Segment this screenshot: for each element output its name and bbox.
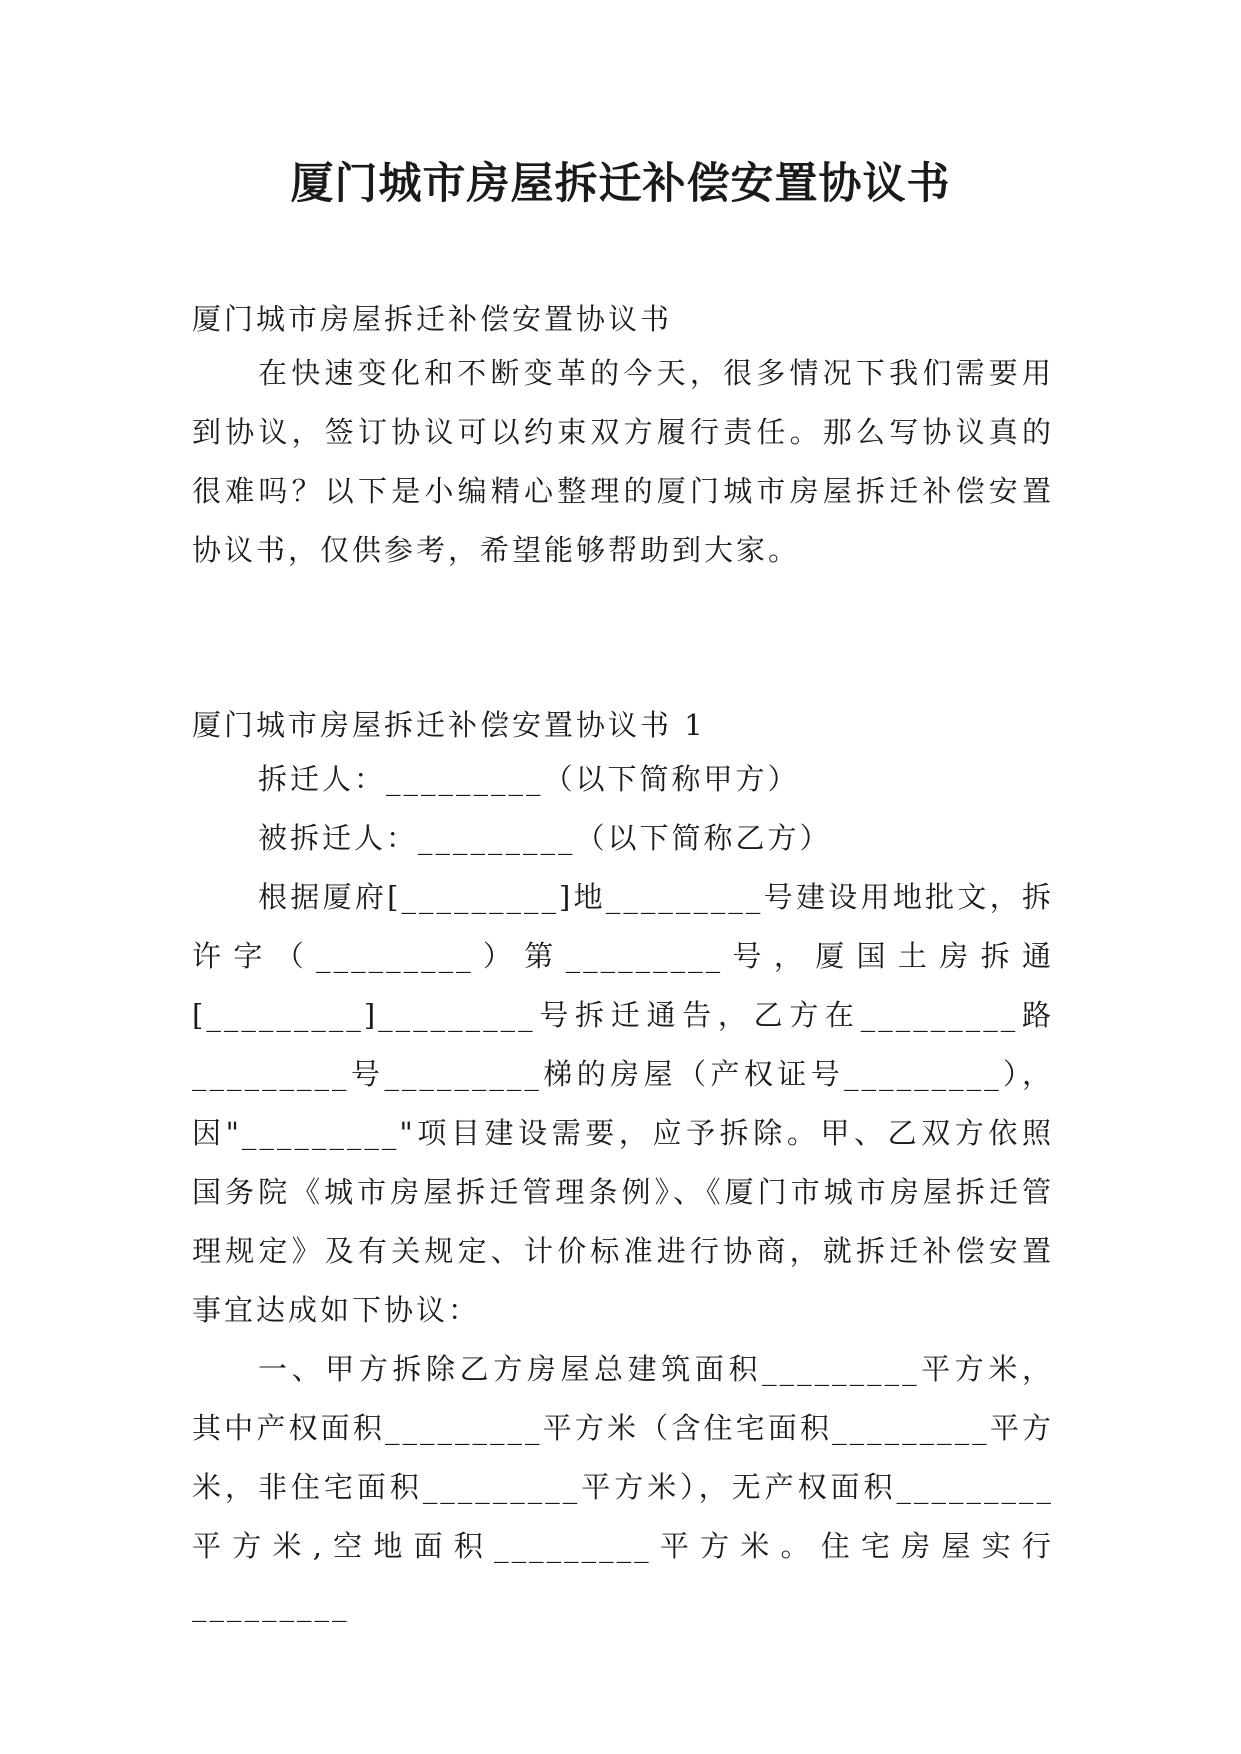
clause-1-paragraph: 一、甲方拆除乙方房屋总建筑面积_________平方米，其中产权面积_________平方米（含住宅面积_________平方米，非住宅面积_________平方米），无产权面积_________平方米,空地面积_________平方米。住宅房屋实行_________ xyxy=(192,1352,1054,1622)
intro-paragraph: 在快速变化和不断变革的今天，很多情况下我们需要用到协议，签订协议可以约束双方履行责任。那么写协议真的很难吗？以下是小编精心整理的厦门城市房屋拆迁补偿安置协议书，仅供参考，希望能够帮助到大家。 xyxy=(192,356,1054,567)
intro-heading: 厦门城市房屋拆迁补偿安置协议书 xyxy=(192,302,673,336)
document-title: 厦门城市房屋拆迁补偿安置协议书 xyxy=(290,159,951,209)
section-body xyxy=(192,750,1054,1622)
basis-paragraph: 根据厦府[_________]地_________号建设用地批文，拆许字（_________）第_________号，厦国土房拆通[_________]_________号拆迁通告，乙方在_________路_________号_________梯的房屋（产权证号_________），因"_________"项目建设需要，应予拆除。甲、乙双方依照国务院《城市房屋拆迁管理条例》、《厦门市城市房屋拆迁管理规定》及有关规定、计价标准进行协商，就拆迁补偿安置事宜达成如下协议： xyxy=(192,880,1054,1327)
party-b-line: 被拆迁人：_________（以下简称乙方） xyxy=(258,821,832,855)
section-heading: 厦门城市房屋拆迁补偿安置协议书 1 xyxy=(192,708,706,742)
party-a-line: 拆迁人：_________（以下简称甲方） xyxy=(258,762,800,796)
